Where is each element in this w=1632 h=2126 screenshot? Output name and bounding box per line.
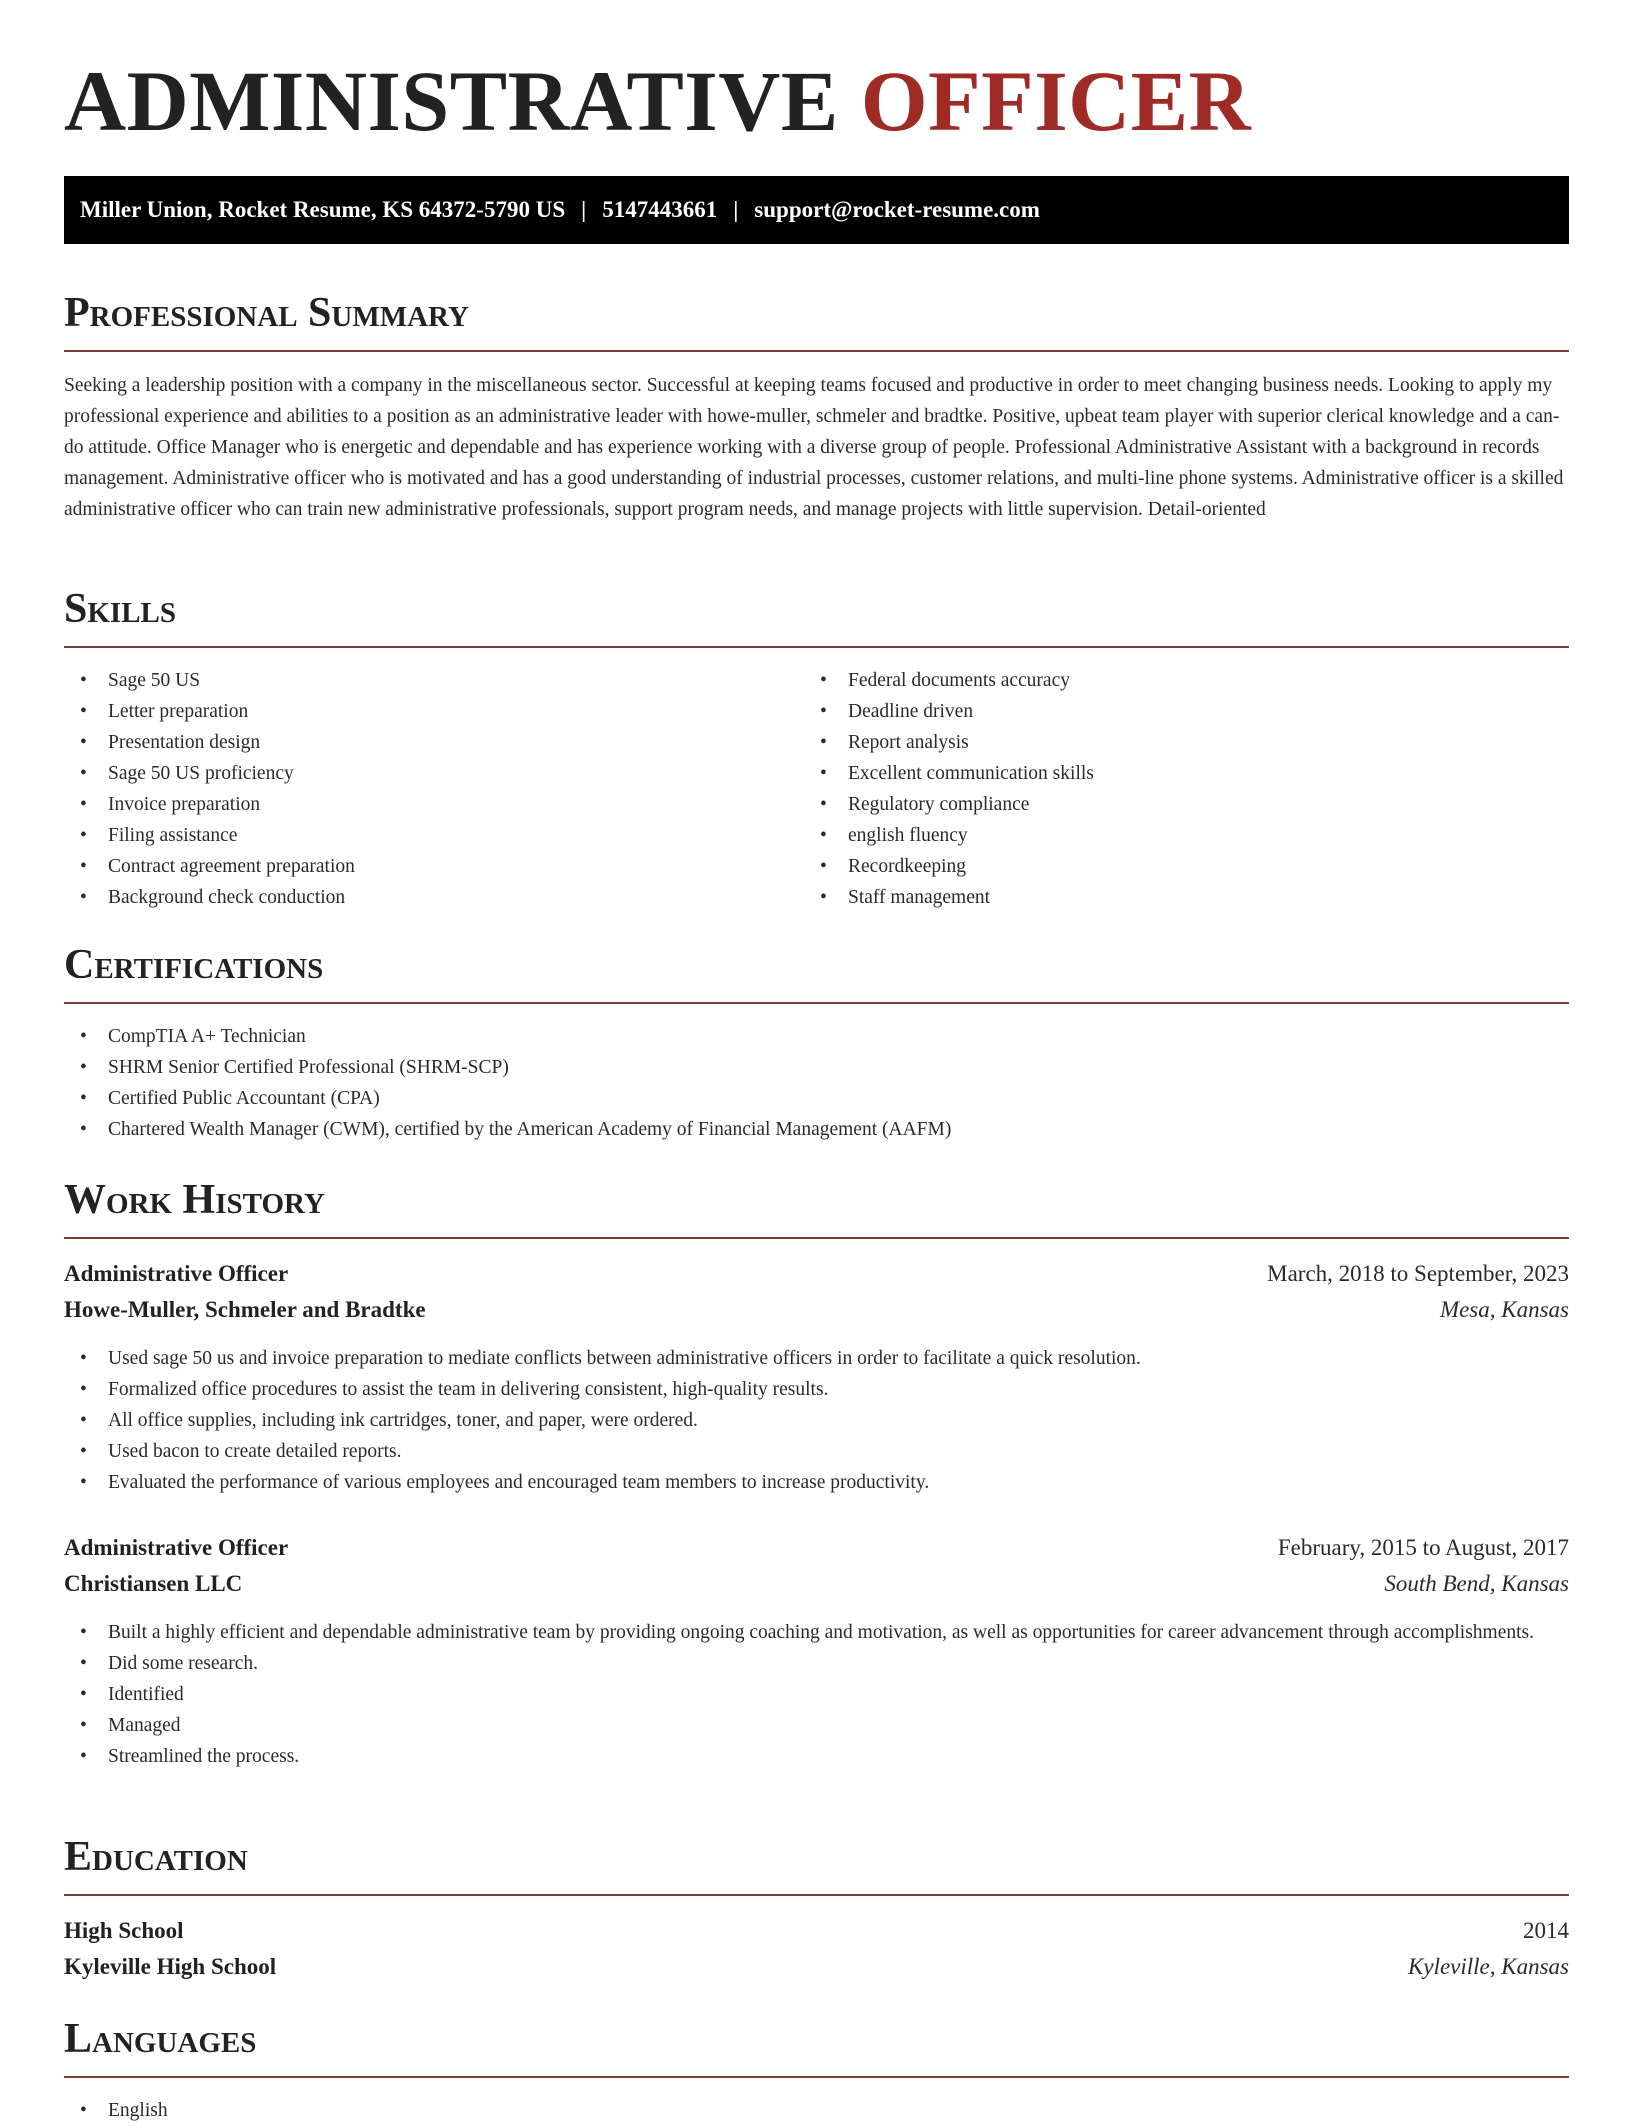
skill-item: • Sage 50 US proficiency xyxy=(64,758,804,789)
job-dates: February, 2015 to August, 2017 xyxy=(1277,1535,1569,1560)
skills-section-header xyxy=(64,586,1569,648)
contact-address: Miller Union, Rocket Resume, KS 64372-5790 US xyxy=(80,197,566,222)
job-bullet: • Evaluated the performance of various employees and encouraged team members to increase productivity. xyxy=(64,1467,1569,1498)
education-heading: Education xyxy=(64,1834,248,1880)
skills-list-right xyxy=(804,665,1564,913)
job-2-bullets xyxy=(64,1617,1569,1772)
job-bullet: • Did some research. xyxy=(64,1648,1569,1679)
languages-list xyxy=(64,2095,1569,2126)
job-1-company-row xyxy=(64,1292,1569,1328)
skill-item: • Letter preparation xyxy=(64,696,804,727)
job-bullet: • Managed xyxy=(64,1710,1569,1741)
job-bullet: • Identified xyxy=(64,1679,1569,1710)
education-school-row xyxy=(64,1949,1569,1985)
job-2-title-row xyxy=(64,1530,1569,1566)
job-bullet: • Used sage 50 us and invoice preparation to mediate conflicts between administrative officers in order to facilitate a quick resolution. xyxy=(64,1343,1569,1374)
job-company: Howe-Muller, Schmeler and Bradtke xyxy=(64,1297,426,1322)
work-heading: Work History xyxy=(64,1177,325,1223)
skills-list-left xyxy=(64,665,804,913)
job-1-title-row xyxy=(64,1256,1569,1292)
contact-bar xyxy=(64,176,1569,244)
skills-heading: Skills xyxy=(64,586,177,632)
certification-item: • CompTIA A+ Technician xyxy=(64,1021,1569,1052)
job-bullet: • Formalized office procedures to assist the team in delivering consistent, high-quality results. xyxy=(64,1374,1569,1405)
education-degree-row xyxy=(64,1913,1569,1949)
languages-heading: Languages xyxy=(64,2016,257,2062)
summary-section-header xyxy=(64,290,1569,352)
certification-item: • SHRM Senior Certified Professional (SHRM-SCP) xyxy=(64,1052,1569,1083)
certifications-heading: Certifications xyxy=(64,942,324,988)
certifications-list xyxy=(64,1021,1569,1145)
certifications-section-header xyxy=(64,942,1569,1004)
skill-item: • Regulatory compliance xyxy=(804,789,1564,820)
skill-item: • Deadline driven xyxy=(804,696,1564,727)
title-main: ADMINISTRATIVE xyxy=(64,53,839,149)
skill-item: • Recordkeeping xyxy=(804,851,1564,882)
skill-item: • Excellent communication skills xyxy=(804,758,1564,789)
skill-item: • Presentation design xyxy=(64,727,804,758)
contact-email: support@rocket-resume.com xyxy=(754,197,1040,222)
job-bullet: • Built a highly efficient and dependable administrative team by providing ongoing coaching and motivation, as well as opportunities for career advancement through accomplishments. xyxy=(64,1617,1569,1648)
job-bullet: • All office supplies, including ink cartridges, toner, and paper, were ordered. xyxy=(64,1405,1569,1436)
skill-item: • Staff management xyxy=(804,882,1564,913)
job-location: South Bend, Kansas xyxy=(1384,1571,1569,1596)
job-title: Administrative Officer xyxy=(64,1261,289,1286)
education-school: Kyleville High School xyxy=(64,1954,277,1979)
job-location: Mesa, Kansas xyxy=(1439,1297,1569,1322)
contact-separator: | xyxy=(581,197,587,222)
education-location: Kyleville, Kansas xyxy=(1408,1954,1569,1979)
certification-item: • Certified Public Accountant (CPA) xyxy=(64,1083,1569,1114)
skill-item: • Sage 50 US xyxy=(64,665,804,696)
work-section-header xyxy=(64,1177,1569,1239)
contact-phone: 5147443661 xyxy=(602,197,718,222)
skill-item: • Invoice preparation xyxy=(64,789,804,820)
skill-item: • english fluency xyxy=(804,820,1564,851)
summary-text: Seeking a leadership position with a company in the miscellaneous sector. Successful at keeping teams focused and productive in order to meet changing business needs. Looking to apply my professional experience and abilities to a position as an administrative leader with howe-muller, schmeler and bradtke. Positive, upbeat team player with superior clerical knowledge and a can-do attitude. Office Manager who is energetic and dependable and has experience working with a diverse group of people. Professional Administrative Assistant with a background in records management. Administrative officer who is motivated and has a good understanding of industrial processes, customer relations, and multi-line phone systems. Administrative officer is a skilled administrative officer who can train new administrative professionals, support program needs, and manage projects with little supervision. Detail-oriented xyxy=(64,375,1564,520)
job-bullet: • Used bacon to create detailed reports. xyxy=(64,1436,1569,1467)
summary-heading: Professional Summary xyxy=(64,290,469,336)
skill-item: • Federal documents accuracy xyxy=(804,665,1564,696)
skill-item: • Contract agreement preparation xyxy=(64,851,804,882)
education-degree: High School xyxy=(64,1918,184,1943)
job-1-bullets xyxy=(64,1343,1569,1498)
languages-section-header xyxy=(64,2016,1569,2078)
job-title: Administrative Officer xyxy=(64,1535,289,1560)
education-year: 2014 xyxy=(1523,1918,1569,1943)
job-bullet: • Streamlined the process. xyxy=(64,1741,1569,1772)
language-item: • English xyxy=(64,2095,1569,2126)
title-accent: OFFICER xyxy=(860,53,1252,149)
contact-separator: | xyxy=(733,197,739,222)
skill-item: • Report analysis xyxy=(804,727,1564,758)
certification-item: • Chartered Wealth Manager (CWM), certified by the American Academy of Financial Management (AAFM) xyxy=(64,1114,1569,1145)
resume-title xyxy=(64,50,1251,153)
job-company: Christiansen LLC xyxy=(64,1571,243,1596)
education-section-header xyxy=(64,1834,1569,1896)
job-dates: March, 2018 to September, 2023 xyxy=(1267,1261,1569,1286)
skill-item: • Background check conduction xyxy=(64,882,804,913)
skill-item: • Filing assistance xyxy=(64,820,804,851)
job-2-company-row xyxy=(64,1566,1569,1602)
